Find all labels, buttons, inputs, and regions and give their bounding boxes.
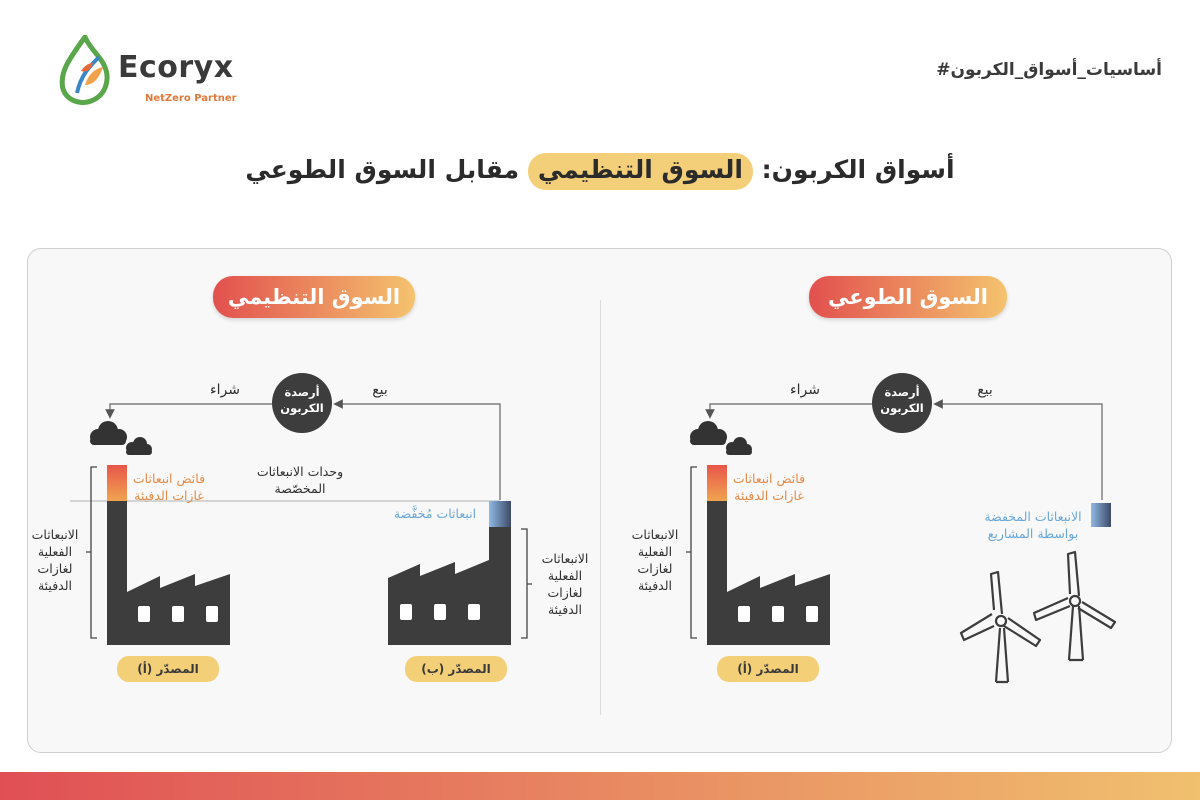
regulated-actual-label-right: الانبعاثات الفعلية لغازات الدفيئة	[541, 551, 589, 617]
title-highlight: السوق التنظيمي	[528, 153, 753, 190]
reduced-emissions-label: انبعاثات مُخفَّضة	[393, 506, 477, 521]
voluntary-credits-label: أرصدة الكربون	[880, 385, 924, 415]
brand-name: Ecoryx	[118, 50, 234, 85]
voluntary-actual-bracket	[686, 467, 697, 638]
regulated-excess-label: فائض انبعاثات غازات الدفيئة	[132, 471, 206, 503]
regulated-cloud-icon	[90, 421, 152, 455]
voluntary-cloud-icon	[690, 421, 752, 455]
voluntary-buy-label: شراء	[790, 382, 820, 398]
voluntary-actual-label: الانبعاثات الفعلية لغازات الدفيئة	[631, 527, 679, 593]
regulated-buy-label: شراء	[210, 382, 240, 398]
voluntary-market-label: السوق الطوعي	[809, 276, 1007, 318]
regulated-factory-b-icon	[388, 501, 511, 645]
title-part1: أسواق الكربون:	[752, 155, 955, 184]
voluntary-reduced-block	[1091, 503, 1111, 527]
hashtag: #أساسيات_أسواق_الكربون	[936, 60, 1162, 80]
regulated-credits-label: أرصدة الكربون	[280, 385, 324, 415]
brand-tagline: NetZero Partner	[145, 93, 237, 104]
allocated-units-label: وحدات الانبعاثات المخصّصة	[256, 464, 344, 496]
project-reduced-label: الانبعاثات المخفضة بواسطة المشاريع	[984, 509, 1082, 541]
voluntary-source-a-badge: المصدّر (أ)	[717, 656, 819, 682]
regulated-source-b-badge: المصدّر (ب)	[405, 656, 507, 682]
voluntary-excess-label: فائض انبعاثات غازات الدفيئة	[732, 471, 806, 503]
regulated-actual-bracket-right	[521, 529, 532, 638]
regulated-source-a-badge: المصدّر (أ)	[117, 656, 219, 682]
footer-gradient-bar	[0, 772, 1200, 800]
regulated-sell-label: بيع	[372, 382, 388, 398]
regulated-actual-bracket-left	[86, 467, 97, 638]
title-part2: مقابل السوق الطوعي	[245, 155, 528, 184]
wind-turbine-icon	[961, 552, 1115, 682]
voluntary-sell-label: بيع	[977, 382, 993, 398]
regulated-market-label: السوق التنظيمي	[213, 276, 415, 318]
regulated-actual-label-left: الانبعاثات الفعلية لغازات الدفيئة	[31, 527, 79, 593]
